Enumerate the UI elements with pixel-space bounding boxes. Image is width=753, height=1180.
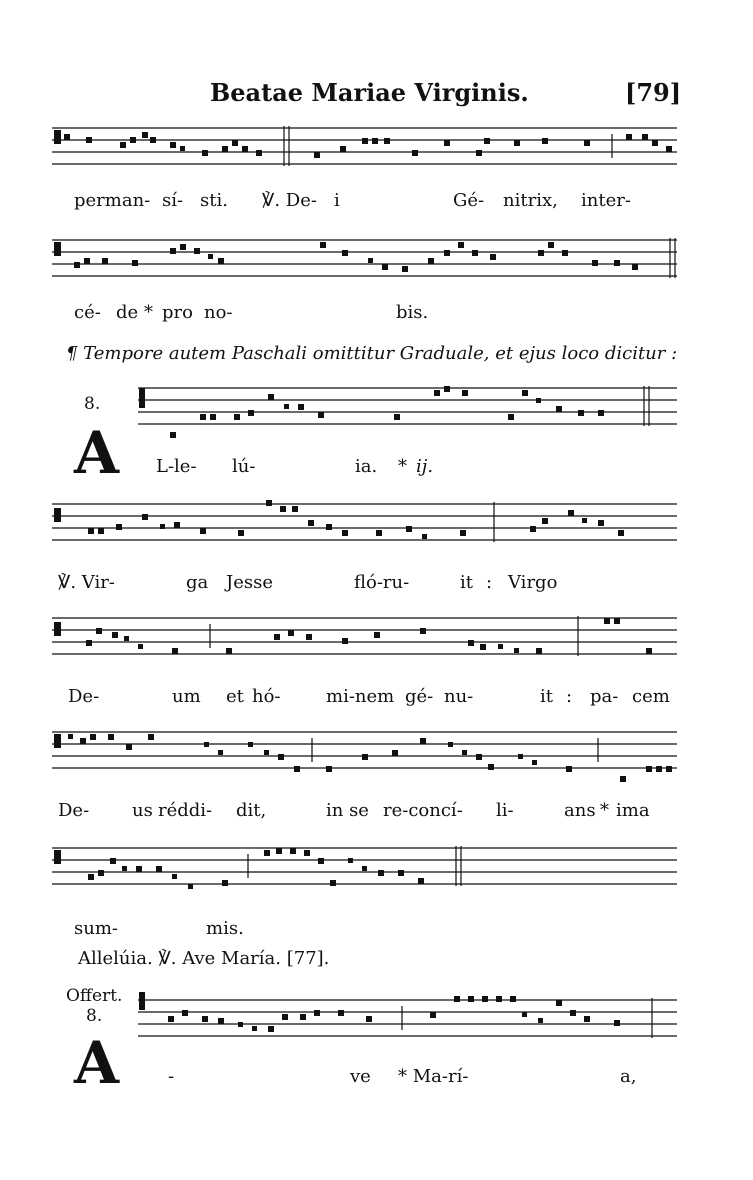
staff-lines-7 [52,844,677,890]
syllable: perman- [74,190,151,211]
chant-staff-2 [52,236,677,282]
syllable: De- [68,686,100,707]
syllable: in se [326,800,369,821]
syllable: réddi- [158,800,213,821]
syllable: Jesse [226,572,273,593]
staff-lines-8 [138,996,677,1042]
staff-lines-6 [52,728,677,774]
syllable: inter- [581,190,631,211]
lyrics-line-2 [0,302,753,328]
staff-lines-2 [52,236,677,282]
syllable: sti. [200,190,228,211]
lyrics-line-3 [0,456,753,482]
chant-staff-7 [52,844,677,890]
staff-lines-3 [138,384,677,430]
drop-cap-initial: A [74,1029,120,1097]
page-number: [79] [625,78,682,107]
syllable: re-concí- [383,800,463,821]
syllable: ve [350,1066,371,1087]
syllable: ℣. De- [262,190,317,211]
staff-lines-5 [52,614,677,660]
chant-staff-3 [138,384,677,430]
lyrics-line-5 [0,686,753,712]
offertory-label: Offert. [66,986,123,1006]
syllable: sum- [74,918,118,939]
syllable: ia. [355,456,378,477]
syllable: ij. [416,456,434,477]
syllable: mis. [206,918,244,939]
staff-lines-4 [52,500,677,546]
syllable: * [398,456,407,477]
syllable: hó- [252,686,281,707]
rubric: ¶ Tempore autem Paschali omittitur Graduale, et ejus loco dicitur : [66,343,678,364]
syllable: pa- [590,686,619,707]
chant-staff-4 [52,500,677,546]
drop-cap-initial: A [74,419,120,487]
syllable: no- [204,302,233,323]
syllable: : [486,572,493,593]
page-header [0,78,753,108]
syllable: cé- [74,302,101,323]
chant-staff-5 [52,614,677,660]
syllable: it [540,686,553,707]
cross-reference: Allelúia. ℣. Ave María. [77]. [78,948,330,969]
syllable: mi-nem [326,686,395,707]
chant-staff-6 [52,728,677,774]
syllable: ans [564,800,596,821]
syllable: * [600,800,609,821]
syllable: * Ma-rí- [398,1066,469,1087]
syllable: ima [616,800,650,821]
syllable: ℣. Vir- [58,572,115,593]
chant-staff-8 [138,996,677,1042]
syllable: Gé- [453,190,485,211]
syllable: it [460,572,473,593]
chant-staff-1 [52,124,677,170]
syllable: cem [632,686,670,707]
syllable: a, [620,1066,637,1087]
syllable: ga [186,572,209,593]
syllable: i [334,190,340,211]
syllable: : [566,686,573,707]
lyrics-line-4 [0,572,753,598]
staff-lines-1 [52,124,677,170]
syllable: bis. [396,302,429,323]
syllable: sí- [162,190,184,211]
lyrics-line-6 [0,800,753,826]
syllable: fló-ru- [354,572,410,593]
syllable: lú- [232,456,256,477]
syllable: gé- [405,686,434,707]
syllable: * [144,302,153,323]
lyrics-line-7 [0,918,753,944]
syllable: pro [162,302,193,323]
syllable: De- [58,800,90,821]
syllable: nitrix, [503,190,558,211]
syllable: L-le- [156,456,197,477]
offertory-mode: 8. [86,1006,103,1026]
syllable: et [226,686,244,707]
syllable: dit, [236,800,267,821]
syllable: Virgo [508,572,558,593]
lyrics-line-1 [0,190,753,216]
page-title: Beatae Mariae Virginis. [210,78,529,107]
lyrics-line-8 [0,1066,753,1092]
syllable: - [168,1066,175,1087]
syllable: us [132,800,153,821]
syllable: nu- [444,686,474,707]
mode-number: 8. [84,394,101,414]
syllable: um [172,686,201,707]
syllable: li- [496,800,514,821]
syllable: de [116,302,139,323]
